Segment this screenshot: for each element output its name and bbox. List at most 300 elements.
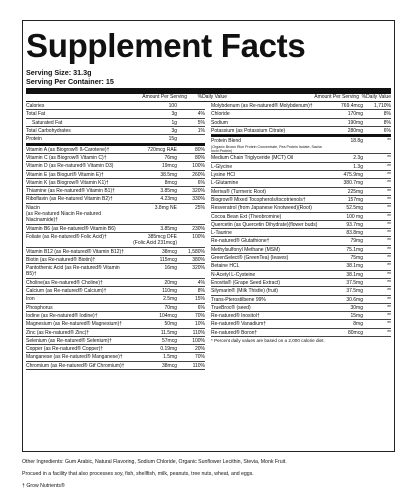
- nutrient-row: [211, 154, 391, 162]
- nutrient-name: [211, 189, 327, 195]
- nutrient-daily-value: **: [387, 163, 391, 170]
- nutrient-daily-value: 1,580%: [188, 248, 205, 255]
- nutrient-daily-value: 4%: [197, 111, 205, 118]
- nutrient-amount: [327, 272, 363, 278]
- nutrient-amount: [327, 238, 363, 244]
- nutrient-amount-text: 50mg: [164, 321, 177, 328]
- nutrient-daily-value: **: [387, 238, 391, 245]
- nutrient-name: [211, 305, 327, 311]
- nutrient-name: [211, 288, 327, 294]
- nutrient-name-text: Zinc (as Re-natured® Zinc)†: [26, 329, 90, 336]
- nutrient-name-text: Re-natured® Glutathione†: [211, 238, 270, 245]
- nutrient-row: [211, 271, 391, 279]
- nutrient-name: [26, 205, 131, 224]
- nutrient-amount: [327, 255, 363, 261]
- panel-title: Supplement Facts: [26, 27, 306, 64]
- nutrient-name: [211, 164, 327, 170]
- nutrient-name-text: Calcium (as Re-natured® Calcium)†: [26, 288, 107, 295]
- nutrient-name: [211, 321, 327, 327]
- nutrient-name-text: Vitamin C (as Biogrow® Vitamin C)†: [26, 154, 107, 161]
- nutrient-daily-value: 5%: [197, 119, 205, 126]
- nutrient-daily-value: 20%: [194, 346, 205, 353]
- facility-note: Procued in a facility that also processes soy, fish, shellfish, milk, peanuts, tree nuts, wheat, and eggs.: [22, 471, 254, 477]
- nutrient-row: [211, 188, 391, 196]
- nutrient-subtext: (Organic Brown Rice Protein Concentrate, Pea Protein Isolate, Sacha Inchi Protein): [211, 144, 322, 154]
- nutrient-name: [211, 120, 327, 126]
- nutrient-name: [211, 255, 327, 261]
- nutrient-amount: [327, 263, 363, 269]
- nutrient-daily-value: 100%: [192, 337, 205, 344]
- nutrient-amount-text: 157mg: [347, 196, 363, 203]
- nutrient-daily-value: **: [387, 271, 391, 278]
- nutrient-daily-value: 320%: [192, 188, 205, 195]
- nutrient-amount-text: 4.23mg: [160, 196, 177, 203]
- nutrient-daily-value: **: [387, 221, 391, 228]
- nutrient-name-text: Chromium (as Re-natured® Gtf Chromium)†: [26, 362, 125, 369]
- right-rows: [211, 102, 391, 337]
- nutrient-name-text: Selenium (as Re-natured® Selenium)†: [26, 337, 112, 344]
- nutrient-name: [211, 247, 327, 253]
- nutrient-name-text: Iodine (as Re-natured® Iodine)†: [26, 312, 98, 319]
- nutrient-name-text: Total Carbohydrates: [26, 128, 71, 135]
- nutrient-row: [211, 127, 391, 137]
- nutrient-amount-text: 20mg: [164, 279, 177, 286]
- facts-grid: [26, 102, 391, 370]
- nutrient-daily-value: **: [387, 172, 391, 179]
- nutrient-amount: [131, 172, 177, 178]
- nutrient-amount: [327, 297, 363, 303]
- nutrient-daily-value: 1%: [197, 128, 205, 135]
- nutrient-name-text: Pantothenic Acid (as Re-natured® Vitamin B5)†: [26, 265, 120, 278]
- nutrient-amount-text: 15g: [168, 136, 177, 143]
- nutrient-name-text: Lysine HCl: [211, 172, 235, 179]
- nutrient-name: [26, 288, 131, 294]
- nutrient-row: [26, 312, 205, 320]
- nutrient-amount: [327, 205, 363, 211]
- nutrient-row: [211, 312, 391, 320]
- nutrient-daily-value: **: [387, 255, 391, 262]
- nutrient-row: [211, 171, 391, 179]
- nutrient-name: [26, 103, 131, 109]
- nutrient-name: [26, 147, 131, 153]
- nutrient-row: [211, 137, 391, 154]
- nutrient-name-text: Resveratrol (from Japanese Knotweed)(Root): [211, 205, 312, 212]
- nutrient-name-text: Meriva® (Turmeric Root): [211, 188, 266, 195]
- nutrient-amount-text: 80mcg: [347, 329, 363, 336]
- trademark-note: † Grow Nutrients®: [22, 483, 65, 489]
- nutrient-name: [26, 296, 131, 302]
- nutrient-amount: [327, 280, 363, 286]
- nutrient-amount-text: 3.85mg: [160, 225, 177, 232]
- nutrient-daily-value: 100%: [192, 163, 205, 170]
- nutrient-name-text: Vitamin K (as Biogrow® Vitamin K1)†: [26, 179, 109, 186]
- nutrient-amount: [327, 222, 363, 228]
- nutrient-amount: [131, 128, 177, 134]
- nutrient-daily-value: **: [387, 230, 391, 237]
- nutrient-row: [211, 246, 391, 254]
- nutrient-amount: [131, 155, 177, 161]
- nutrient-row: [26, 353, 205, 361]
- nutrient-name: [26, 196, 131, 202]
- nutrient-name: [26, 354, 131, 360]
- nutrient-name: [211, 138, 327, 153]
- nutrient-amount-text: 79mg: [350, 238, 363, 245]
- nutrient-name: [26, 188, 131, 194]
- nutrient-daily-value: **: [387, 246, 391, 253]
- nutrient-amount-text: 30.6mg: [346, 296, 363, 303]
- nutrient-amount-text: 170mg: [347, 111, 363, 118]
- nutrient-daily-value: 80%: [194, 154, 205, 161]
- nutrient-name-text: Vitamin E (as Biogurt® Vitamin E)†: [26, 171, 104, 178]
- nutrient-daily-value: 25%: [194, 204, 205, 211]
- nutrient-name: [26, 330, 131, 336]
- nutrient-amount: [131, 330, 177, 336]
- nutrient-amount-text: 52.5mg: [346, 205, 363, 212]
- nutrient-name: [26, 111, 131, 117]
- nutrient-row: [26, 287, 205, 295]
- nutrient-amount: [131, 265, 177, 271]
- nutrient-name: [211, 297, 327, 303]
- nutrient-name-text: N-Acetyl L-Cysteine: [211, 271, 256, 278]
- nutrient-row: [26, 362, 205, 370]
- nutrient-amount-text: 57mcg: [161, 337, 177, 344]
- nutrient-name-text: Biogrow® Mixed Tocopherols/tocotrienols†: [211, 196, 306, 203]
- nutrient-row: [26, 119, 205, 127]
- nutrient-row: [211, 262, 391, 270]
- nutrient-row: [211, 110, 391, 118]
- nutrient-name-text: Magnesium (as Re-natured® Magnesium)†: [26, 321, 122, 328]
- nutrient-name: [211, 272, 327, 278]
- nutrient-amount-text: 83.8mg: [346, 230, 363, 237]
- nutrient-daily-value: 4%: [197, 279, 205, 286]
- nutrient-amount: [131, 103, 177, 109]
- nutrient-name: [26, 234, 131, 240]
- header-amount-right: Amount Per Serving: [314, 94, 359, 101]
- nutrient-amount-text: 110mg: [162, 288, 177, 295]
- nutrient-name-text: Iron: [26, 296, 35, 303]
- nutrient-amount: [327, 197, 363, 203]
- nutrient-name-text: Niacin: [26, 204, 40, 211]
- nutrient-daily-value: **: [387, 296, 391, 303]
- nutrient-name: [26, 120, 131, 126]
- nutrient-name-text: Thiamine (as Re-natured® Vitamin B1)†: [26, 188, 115, 195]
- header-dv-left: %Daily Value: [197, 94, 227, 101]
- nutrient-amount: [131, 120, 177, 126]
- serving-size: Serving Size: 31.3g: [26, 68, 92, 77]
- nutrient-row: [26, 225, 205, 233]
- nutrient-daily-value: 380%: [192, 256, 205, 263]
- nutrient-amount-text: 769.4mcg: [341, 103, 363, 110]
- nutrient-amount-text: 3.8mg NE: [154, 204, 177, 211]
- nutrient-amount-text: 104mcg: [159, 312, 177, 319]
- nutrient-amount: [327, 247, 363, 253]
- nutrient-amount: [131, 257, 177, 263]
- nutrient-amount-text: 16mg: [164, 265, 177, 272]
- nutrient-row: [26, 162, 205, 170]
- nutrient-name: [26, 305, 131, 311]
- nutrient-amount: [327, 164, 363, 170]
- nutrient-row: [26, 256, 205, 264]
- nutrient-name: [211, 330, 327, 336]
- nutrient-name: [26, 226, 131, 232]
- nutrient-daily-value: 110%: [192, 362, 205, 369]
- nutrient-name: [211, 103, 327, 109]
- nutrient-amount: [131, 346, 177, 352]
- nutrient-amount: [327, 305, 363, 311]
- nutrient-name-text: GreenSelect® (GreenTea) (leaves): [211, 255, 289, 262]
- header-dv-right: %Daily Value: [361, 94, 391, 101]
- nutrient-amount: [327, 214, 363, 220]
- nutrient-daily-value: **: [387, 304, 391, 311]
- nutrient-amount: [327, 120, 363, 126]
- nutrient-amount-text: 280mg: [347, 128, 363, 135]
- nutrient-daily-value: **: [387, 263, 391, 270]
- nutrient-row: [26, 337, 205, 345]
- nutrient-amount-text: 3g: [171, 128, 177, 135]
- nutrient-name-text: Enovita® (Grape Seed Extract): [211, 279, 280, 286]
- nutrient-row: [211, 221, 391, 229]
- nutrient-amount: [131, 296, 177, 302]
- nutrient-amount: [327, 230, 363, 236]
- nutrient-amount: [327, 128, 363, 134]
- nutrient-amount-text: 100: [168, 103, 177, 110]
- nutrient-name: [211, 230, 327, 236]
- nutrient-name: [26, 172, 131, 178]
- nutrient-amount-text: 19mcg: [161, 163, 177, 170]
- nutrient-row: [26, 320, 205, 328]
- nutrient-name: [26, 363, 131, 369]
- nutrient-daily-value: 70%: [194, 354, 205, 361]
- nutrient-amount-text: 3.85mg: [160, 188, 177, 195]
- nutrient-daily-value: **: [387, 188, 391, 195]
- nutrient-amount: [327, 138, 363, 144]
- nutrient-amount-text: 2.3g: [353, 155, 363, 162]
- nutrient-name-text: Vitamin B6 (as Re-natured® Vitamin B6): [26, 225, 116, 232]
- nutrient-name: [26, 136, 131, 142]
- nutrient-amount: [131, 136, 177, 142]
- nutrient-daily-value: 330%: [192, 196, 205, 203]
- nutrient-amount-text: 70mg: [164, 304, 177, 311]
- nutrient-amount-text: 38.5mg: [160, 171, 177, 178]
- nutrient-name-text: L-Taurine: [211, 230, 232, 237]
- nutrient-name: [211, 280, 327, 286]
- nutrient-name-text: Re-natured® Vanadium†: [211, 321, 267, 328]
- nutrient-name-text: Choline(as Re-natured® Choline)†: [26, 279, 103, 286]
- right-column: [208, 102, 391, 370]
- nutrient-daily-value: 8%: [197, 288, 205, 295]
- supplement-facts-panel: [22, 20, 395, 452]
- nutrient-name-text: Medium Chain Triglyceride (MCT) Oil: [211, 155, 294, 162]
- nutrient-amount-text: 0.19mg: [160, 346, 177, 353]
- nutrient-name-text: Re-natured® Boron†: [211, 329, 258, 336]
- nutrient-daily-value: 10%: [194, 321, 205, 328]
- nutrient-name: [26, 321, 131, 327]
- nutrient-row: [26, 264, 205, 279]
- column-header: [26, 94, 391, 102]
- nutrient-name-text: Foliate (as Re-natured® Folic Acid)†: [26, 233, 107, 240]
- nutrient-row: [26, 154, 205, 162]
- dv-footnote: * Percent daily values are based on a 2,000 calorie diet.: [211, 338, 325, 344]
- nutrient-name: [211, 222, 327, 228]
- nutrient-daily-value: 110%: [192, 329, 205, 336]
- nutrient-amount-text: 38mcg: [161, 362, 177, 369]
- nutrient-name-text: Sodium: [211, 119, 228, 126]
- nutrient-daily-value: 80%: [194, 146, 205, 153]
- nutrient-name-text: Quercetin (as Quercetin Dihydrate)(flower buds): [211, 221, 318, 228]
- nutrient-row: [211, 296, 391, 304]
- nutrient-name-text: Molybdenum (as Re-natured® Molybdenum)†: [211, 103, 313, 110]
- nutrient-row: [26, 187, 205, 195]
- nutrient-name: [211, 128, 327, 134]
- nutrient-daily-value: 8%: [383, 111, 391, 118]
- nutrient-name-text: Vitamin D (as Re-natured® Vitamin D3): [26, 163, 114, 170]
- nutrient-name-text: Riboflavin (as Re-natured Vitamin B2)†: [26, 196, 113, 203]
- nutrient-row: [26, 179, 205, 187]
- nutrient-name-extra: (as Re-natured Niacin Re-natured Niacinamide)†: [26, 211, 102, 224]
- servings-per-container: Serving Per Container: 15: [26, 76, 114, 86]
- nutrient-row: [26, 248, 205, 256]
- nutrient-row: [26, 345, 205, 353]
- nutrient-row: [211, 119, 391, 127]
- nutrient-row: [211, 237, 391, 245]
- nutrient-row: [26, 233, 205, 248]
- nutrient-daily-value: **: [387, 155, 391, 162]
- other-ingredients: Other Ingredients: Gum Arabic, Natural Flavoring, Sodium Chloride, Organic Sunflower Lecithin, Stevia, Monk Fruit.: [22, 459, 287, 465]
- nutrient-name: [26, 249, 131, 255]
- nutrient-row: [26, 304, 205, 312]
- nutrient-row: [26, 204, 205, 225]
- nutrient-daily-value: **: [387, 180, 391, 187]
- nutrient-row: [211, 320, 391, 328]
- nutrient-daily-value: 6%: [197, 304, 205, 311]
- nutrient-amount-text: 100 mg: [346, 213, 363, 220]
- nutrient-amount: [327, 111, 363, 117]
- nutrient-amount: [131, 111, 177, 117]
- nutrient-amount-text: 11.5mg: [160, 329, 177, 336]
- nutrient-name: [211, 180, 327, 186]
- nutrient-row: [211, 254, 391, 262]
- nutrient-name: [26, 163, 131, 169]
- nutrient-amount-text: 3g: [171, 111, 177, 118]
- nutrient-row: [211, 279, 391, 287]
- nutrient-amount: [131, 249, 177, 255]
- nutrient-name-text: Re-natured® Inositol†: [211, 313, 260, 320]
- nutrient-name-text: Vitamin B12 (as Re-natured® Vitamin B12)†: [26, 248, 124, 255]
- nutrient-row: [26, 329, 205, 337]
- nutrient-row: [211, 287, 391, 295]
- nutrient-amount-text: 190mg: [347, 119, 363, 126]
- nutrient-amount-text: 75.1mg: [346, 246, 363, 253]
- nutrient-amount: [131, 180, 177, 186]
- nutrient-daily-value: **: [387, 313, 391, 320]
- nutrient-daily-value: 1,710%: [374, 103, 391, 110]
- nutrient-name: [211, 214, 327, 220]
- nutrient-amount-text: 93.7mg: [346, 221, 363, 228]
- nutrient-name-text: Total Fat: [26, 111, 46, 118]
- nutrient-name: [211, 155, 327, 161]
- nutrient-name-text: Protein Blend: [211, 138, 242, 145]
- nutrient-daily-value: 8%: [383, 119, 391, 126]
- nutrient-amount-text: 18.8g: [350, 138, 363, 145]
- nutrient-name-text: Silymarin® (Milk Thistle) (fruit): [211, 288, 278, 295]
- nutrient-amount-text: 76mg: [164, 154, 177, 161]
- nutrient-name-text: L-Glycine: [211, 163, 233, 170]
- nutrient-row: [211, 163, 391, 171]
- nutrient-name: [211, 111, 327, 117]
- nutrient-name: [26, 313, 131, 319]
- nutrient-name: [26, 128, 131, 134]
- nutrient-amount-text: 720mcg RAE: [147, 146, 177, 153]
- nutrient-row: [26, 295, 205, 303]
- nutrient-amount-text: 38.1mg: [346, 263, 363, 270]
- nutrient-amount: [327, 321, 363, 327]
- nutrient-name-text: L-Glutamine: [211, 180, 239, 187]
- nutrient-amount-text: 15mg: [350, 313, 363, 320]
- nutrient-daily-value: **: [387, 321, 391, 328]
- nutrient-amount: [131, 280, 177, 286]
- nutrient-amount: [131, 188, 177, 194]
- nutrient-row: [211, 213, 391, 221]
- nutrient-amount: [327, 313, 363, 319]
- nutrient-daily-value: 320%: [192, 265, 205, 272]
- header-amount-left: Amount Per Serving: [142, 94, 187, 101]
- nutrient-amount: [131, 226, 177, 232]
- nutrient-amount-text: 8mcg: [164, 179, 177, 186]
- nutrient-row: [26, 195, 205, 203]
- nutrient-amount: [327, 103, 363, 109]
- nutrient-daily-value: 230%: [192, 225, 205, 232]
- nutrient-row: [211, 179, 391, 187]
- nutrient-amount-text: 38mcg: [161, 248, 177, 255]
- nutrient-daily-value: **: [387, 329, 391, 336]
- nutrient-daily-value: **: [387, 279, 391, 286]
- nutrient-name: [26, 257, 131, 263]
- nutrient-amount: [131, 321, 177, 327]
- nutrient-name: [26, 346, 131, 352]
- nutrient-row: [26, 135, 205, 145]
- nutrient-amount-extra: (Folic Acid 231mcg): [133, 240, 177, 247]
- nutrient-name-text: Trans-Pterostilbene 99%: [211, 296, 266, 303]
- nutrient-amount-text: 115mcg: [159, 256, 177, 263]
- nutrient-amount: [131, 363, 177, 369]
- nutrient-daily-value: 70%: [194, 312, 205, 319]
- nutrient-name: [26, 155, 131, 161]
- nutrient-row: [26, 127, 205, 135]
- nutrient-amount: [327, 189, 363, 195]
- nutrient-row: [26, 102, 205, 110]
- nutrient-amount: [131, 354, 177, 360]
- nutrient-name: [26, 180, 131, 186]
- nutrient-amount: [327, 180, 363, 186]
- nutrient-name-text: Protein: [26, 136, 42, 143]
- nutrient-row: [26, 279, 205, 287]
- nutrient-name: [26, 338, 131, 344]
- nutrient-name-text: Methylsulfonyl Methane (MSM): [211, 246, 280, 253]
- nutrient-name: [211, 205, 327, 211]
- nutrient-daily-value: **: [387, 288, 391, 295]
- nutrient-name: [211, 313, 327, 319]
- nutrient-name: [26, 280, 131, 286]
- nutrient-name: [211, 263, 327, 269]
- nutrient-row: [211, 196, 391, 204]
- nutrient-name-text: Cocoa Bean Ext (Theobromine): [211, 213, 282, 220]
- nutrient-amount-text: 8mg: [353, 321, 363, 328]
- nutrient-amount-text: 2.5mg: [163, 296, 177, 303]
- nutrient-amount: [131, 234, 177, 247]
- nutrient-name: [26, 265, 131, 278]
- nutrient-name: [211, 197, 327, 203]
- nutrient-name-text: Calories: [26, 103, 45, 110]
